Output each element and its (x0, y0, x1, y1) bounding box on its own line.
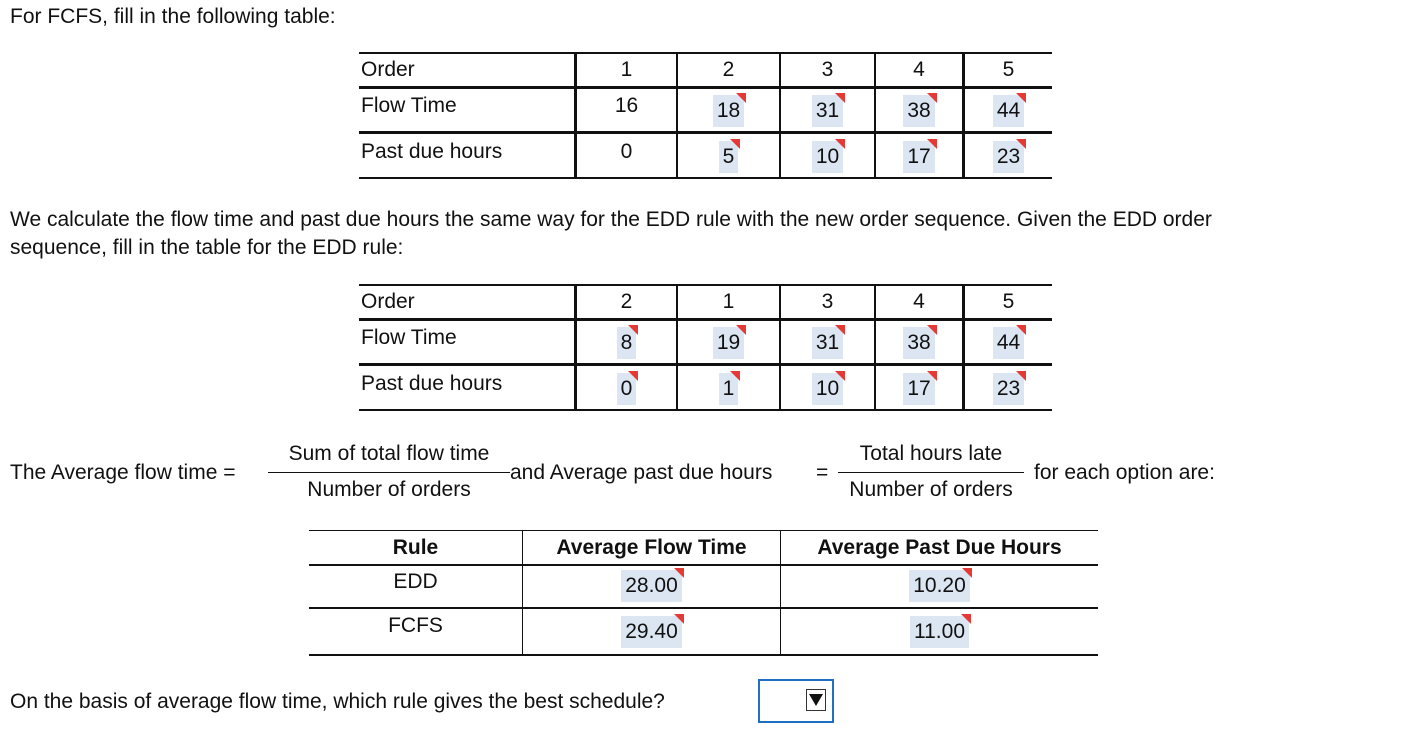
answer-field[interactable]: 38 (903, 327, 934, 359)
fcfs-past-due-cell[interactable] (781, 141, 874, 173)
fraction-bar (838, 472, 1024, 473)
row-label-order: Order (361, 58, 415, 81)
edd-flow-cell[interactable] (781, 327, 874, 359)
answer-flag-icon (1016, 139, 1026, 149)
answer-field[interactable]: 31 (812, 95, 843, 127)
answer-field[interactable]: 29.40 (621, 616, 682, 648)
fcfs-past-due-cell[interactable] (965, 141, 1052, 173)
answer-flag-icon (835, 371, 845, 381)
answer-field[interactable]: 17 (903, 373, 934, 405)
formula-equals: = (816, 461, 829, 484)
formula-lead: The Average flow time = (10, 461, 236, 484)
edd-order-cell: 2 (620, 290, 633, 313)
fcfs-order-cell: 2 (722, 58, 735, 81)
edd-avg-past-due-cell[interactable] (781, 570, 1098, 602)
answer-flag-icon (1016, 371, 1026, 381)
best-rule-dropdown[interactable] (758, 679, 834, 723)
formula-denominator-2: Number of orders (849, 478, 1013, 501)
header-average-past-due: Average Past Due Hours (817, 536, 1062, 559)
fraction-bar (268, 472, 510, 473)
edd-avg-flow-cell[interactable] (523, 570, 780, 602)
fcfs-order-cell: 5 (1002, 58, 1015, 81)
answer-field[interactable]: 0 (617, 373, 637, 405)
answer-field[interactable]: 11.00 (910, 616, 969, 648)
answer-flag-icon (835, 325, 845, 335)
edd-intro-line1: We calculate the flow time and past due hours the same way for the EDD rule with the new order sequence. Given the EDD order (10, 208, 1212, 231)
fcfs-order-cell: 1 (620, 58, 633, 81)
answer-flag-icon (674, 568, 684, 578)
edd-past-due-cell[interactable] (577, 373, 676, 405)
fcfs-flow-cell[interactable] (965, 95, 1052, 127)
answer-flag-icon (1016, 93, 1026, 103)
rule-fcfs: FCFS (388, 614, 443, 637)
answer-field[interactable]: 28.00 (621, 570, 682, 602)
edd-past-due-cell[interactable] (678, 373, 779, 405)
answer-field[interactable]: 23 (993, 373, 1024, 405)
answer-field[interactable]: 1 (719, 373, 739, 405)
row-label-past-due: Past due hours (361, 372, 503, 395)
header-rule: Rule (392, 536, 439, 559)
fcfs-avg-past-due-cell[interactable] (781, 616, 1098, 648)
formula-denominator-1: Number of orders (307, 478, 471, 501)
formula-numerator-1: Sum of total flow time (288, 442, 490, 465)
edd-flow-cell[interactable] (577, 327, 676, 359)
edd-past-due-cell[interactable] (781, 373, 874, 405)
question-text: On the basis of average flow time, which rule gives the best schedule? (10, 690, 665, 713)
fcfs-flow-cell: 16 (614, 94, 639, 117)
answer-flag-icon (628, 371, 638, 381)
answer-field[interactable]: 31 (812, 327, 843, 359)
fcfs-order-cell: 4 (913, 58, 925, 81)
edd-order-cell: 3 (821, 290, 834, 313)
answer-field[interactable]: 44 (993, 327, 1024, 359)
answer-field[interactable]: 10 (812, 373, 843, 405)
answer-flag-icon (736, 325, 746, 335)
fcfs-past-due-cell[interactable] (876, 141, 962, 173)
answer-field[interactable]: 18 (713, 95, 744, 127)
fcfs-avg-flow-cell[interactable] (523, 616, 780, 648)
edd-order-cell: 1 (722, 290, 735, 313)
formula-numerator-2: Total hours late (859, 442, 1003, 465)
header-average-flow-time: Average Flow Time (556, 536, 747, 559)
fcfs-order-cell: 3 (821, 58, 834, 81)
edd-past-due-cell[interactable] (876, 373, 962, 405)
edd-flow-cell[interactable] (678, 327, 779, 359)
answer-field[interactable]: 5 (719, 141, 739, 173)
row-label-flow-time: Flow Time (361, 326, 457, 349)
answer-flag-icon (835, 139, 845, 149)
edd-intro-line2: sequence, fill in the table for the EDD rule: (10, 236, 404, 259)
answer-field[interactable]: 8 (617, 327, 637, 359)
answer-flag-icon (628, 325, 638, 335)
formula-tail: for each option are: (1034, 461, 1215, 484)
formula-mid: and Average past due hours (510, 461, 773, 484)
edd-flow-cell[interactable] (965, 327, 1052, 359)
fcfs-past-due-cell: 0 (620, 140, 633, 163)
edd-order-cell: 4 (913, 290, 925, 313)
answer-flag-icon (927, 139, 937, 149)
answer-field[interactable]: 38 (903, 95, 934, 127)
answer-flag-icon (962, 568, 972, 578)
answer-field[interactable]: 23 (993, 141, 1024, 173)
answer-field[interactable]: 10 (812, 141, 843, 173)
answer-field[interactable]: 17 (903, 141, 934, 173)
fcfs-flow-cell[interactable] (876, 95, 962, 127)
fcfs-flow-cell[interactable] (678, 95, 779, 127)
edd-past-due-cell[interactable] (965, 373, 1052, 405)
intro-text: For FCFS, fill in the following table: (10, 5, 336, 28)
answer-field[interactable]: 44 (993, 95, 1024, 127)
fcfs-past-due-cell[interactable] (678, 141, 779, 173)
answer-flag-icon (730, 371, 740, 381)
answer-flag-icon (730, 139, 740, 149)
rule-edd: EDD (393, 570, 438, 593)
answer-flag-icon (835, 93, 845, 103)
answer-flag-icon (674, 614, 684, 624)
row-label-past-due: Past due hours (361, 140, 503, 163)
answer-flag-icon (927, 93, 937, 103)
fcfs-flow-cell[interactable] (781, 95, 874, 127)
answer-flag-icon (927, 325, 937, 335)
row-label-order: Order (361, 290, 415, 313)
answer-field[interactable]: 19 (713, 327, 744, 359)
answer-flag-icon (927, 371, 937, 381)
dropdown-arrow-icon[interactable] (806, 689, 826, 711)
answer-field[interactable]: 10.20 (909, 570, 970, 602)
edd-order-cell: 5 (1002, 290, 1015, 313)
answer-flag-icon (736, 93, 746, 103)
answer-flag-icon (961, 614, 971, 624)
row-label-flow-time: Flow Time (361, 94, 457, 117)
edd-flow-cell[interactable] (876, 327, 962, 359)
answer-flag-icon (1016, 325, 1026, 335)
